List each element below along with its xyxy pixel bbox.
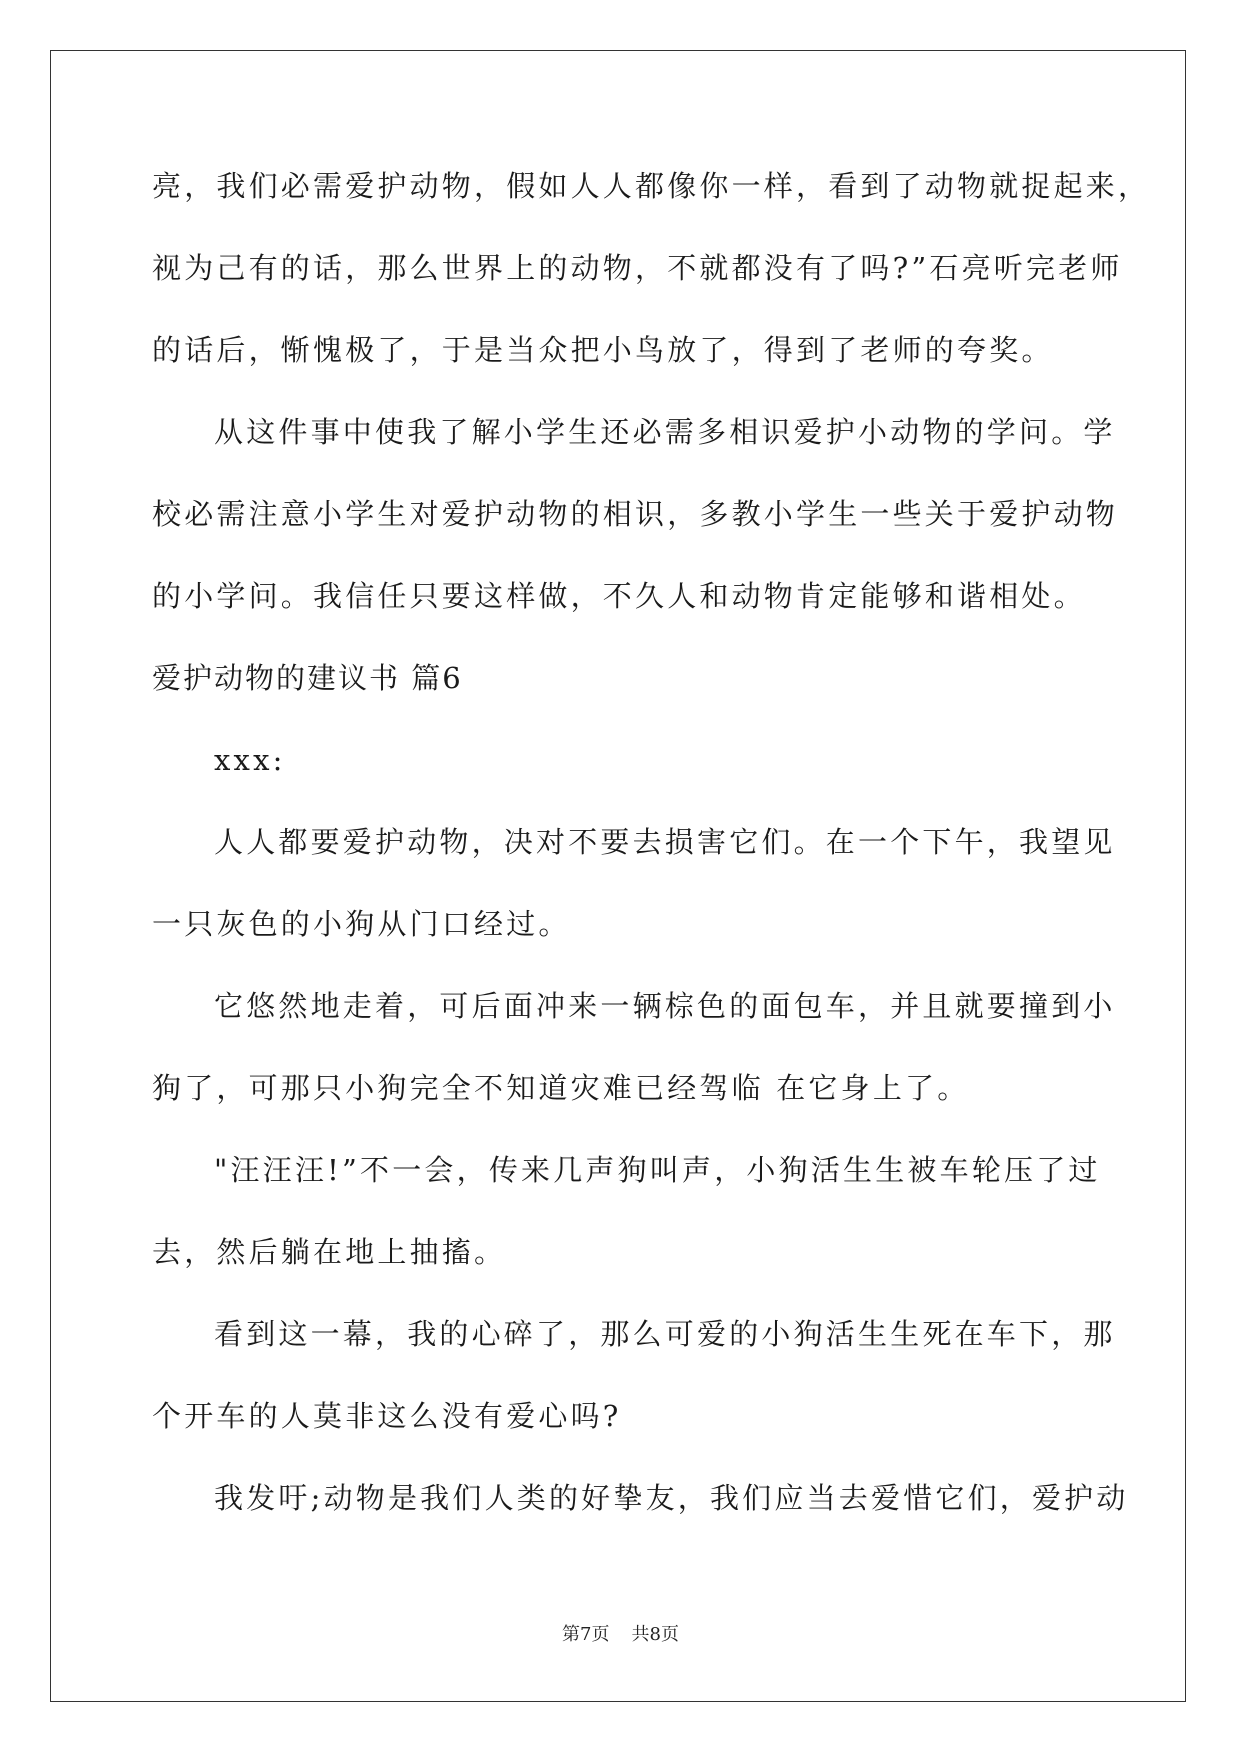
text-line: 它悠然地走着，可后面冲来一辆棕色的面包车，并且就要撞到小 <box>214 989 1116 1023</box>
section-heading: 爱护动物的建议书 篇6 <box>152 661 463 695</box>
text-line: "汪汪汪!”不一会，传来几声狗叫声，小狗活生生被车轮压了过 <box>214 1153 1101 1187</box>
text-line: 我发吁;动物是我们人类的好挚友，我们应当去爱惜它们，爱护动 <box>214 1481 1129 1515</box>
text-line: 的小学问。我信任只要这样做，不久人和动物肯定能够和谐相处。 <box>152 579 1086 613</box>
text-line: 校必需注意小学生对爱护动物的相识，多教小学生一些关于爱护动物 <box>152 497 1119 531</box>
page-total: 共8页 <box>631 1624 679 1645</box>
text-line: 人人都要爱护动物，决对不要去损害它们。在一个下午，我望见 <box>214 825 1116 859</box>
document-body <box>152 158 1151 1552</box>
page-number: 第7页 <box>562 1624 610 1645</box>
text-line: 一只灰色的小狗从门口经过。 <box>152 907 571 941</box>
salutation: xxx: <box>214 743 286 777</box>
text-line: 视为己有的话，那么世界上的动物，不就都没有了吗?”石亮听完老师 <box>152 251 1123 285</box>
text-line: 亮，我们必需爱护动物，假如人人都像你一样，看到了动物就捉起来， <box>152 169 1151 203</box>
text-line: 去，然后躺在地上抽搐。 <box>152 1235 507 1269</box>
text-line: 个开车的人莫非这么没有爱心吗? <box>152 1399 622 1433</box>
text-line: 狗了，可那只小狗完全不知道灾难已经驾临 在它身上了。 <box>152 1071 970 1105</box>
text-line: 从这件事中使我了解小学生还必需多相识爱护小动物的学问。学 <box>214 415 1116 449</box>
text-line: 看到这一幕，我的心碎了，那么可爱的小狗活生生死在车下，那 <box>214 1317 1116 1351</box>
text-line: 的话后，惭愧极了，于是当众把小鸟放了，得到了老师的夸奖。 <box>152 333 1054 367</box>
page-footer <box>0 1620 1241 1646</box>
